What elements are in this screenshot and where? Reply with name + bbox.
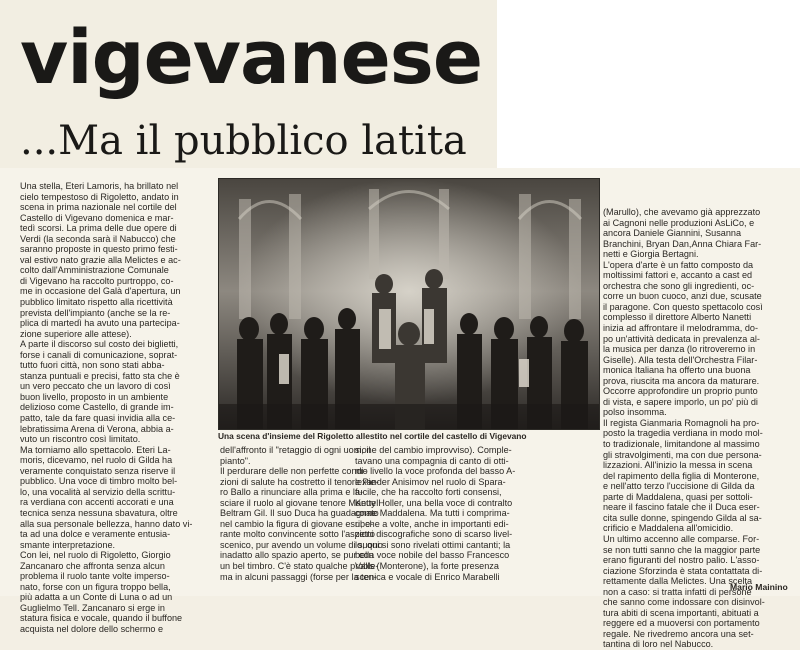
article-column-4: (Marullo), che avevamo già apprezzato ai Cagnoni nelle produzioni AsLiCo, e ancora Daniele Giannini, Susanna Branchini, Bryan Dan,Anna Chiara Far- netti e Giorgia Bertagni. L'opera d'arte è un fatto composto da moltissimi fattori e, accanto a cast ed orchestra che sono gli ingredienti, oc- corre un buon cuoco, anzi due, scusate il paragone. Con questo spettacolo così complesso il direttore Alberto Nanetti inizia ad affrontare il melodramma, do- po un'attività dedicata in prevalenza al- la musica per danza (lo ritroveremo in Giselle). Alla testa dell'Orchestra Filar- monica Italiana ha offerto una buona prova, riuscita ma ancora da maturare. Occorre approfondire un proprio punto di vista, e sapere imporlo, un po' più di polso insomma. Il regista Gianmaria Romagnoli ha pro- posto la tragedia verdiana in modo mol- to tradizionale, limitandone al massimo gli stravolgimenti, ma con due persona- lizzazioni. All'inizio la messa in scena del rapimento della figlia di Monterone, e nell'atto terzo l'uccisione di Gilda da parte di Maddalena, quasi per sottoli- neare il fascino fatale che il Duca eser- cita sulle donne, spingendo Gilda al sa- crificio e Maddalena all'omicidio. Un ultimo accenno alle comparse. For- se non tutti sanno che la maggior parte erano figuranti del nostro palio. L'asso- ciazione Sforzinda è stata contattata di- rettamente dalla Melictes. Una scelta non a caso: si tratta infatti di persone che sanno come indossare con disinvol- tura abiti di scena importanti, abituati a reggere ed a muoversi con portamento regale. Ne rivedremo ancora una set- tantina di loro nel Nabucco. [603,207,765,650]
article-column-2: dell'affronto il "retaggio di ogni pianto". Il perdurare delle non perfette zioni di salute ha costretto il ro Ballo a rinunciare alla prima sciare il ruolo al giovane tenore Beltram Gil. Il suo Duca ha nel cambio la figura di giovane rante molto convincente sotto scenico, pur avendo un volume inadatto allo spazio aperto, se un bel timbro. C'è stato qualche ma in alcuni passaggi (forse [220,445,348,582]
article-column-1: Una stella, Eteri Lamoris, ha brillato nel cielo tempestoso di Rigoletto, andato in scena in prima nazionale nel cortile del Castello di Vigevano domenica e mar- tedì scorsi. La prima delle due opere di Verdi (la seconda sarà il Nabucco) che saranno proposte in questo primo festi- val estivo nato grazie alla Melictes e ac- colto dall'Amministrazione Comunale di Vigevano ha raccolto purtroppo, co- me in occasione del Galà d'apertura, un pubblico limitato rispetto alla ricettività prevista dell'impianto (anche se la re- plica di martedì ha avuto una partecipa- zione superiore alle attese). A parte il discorso sul costo dei biglietti, forse i canali di comunicazione, soprat- tutto fuori città, non sono stati abba- stanza puntuali e precisi, fatto sta che è un vero peccato che un lavoro di così buon livello, proposto in un ambiente delizioso come Castello, di grande im- patto, tale da fare quasi invidia alla ce- lebratissima Arena di Verona, abbia a- vuto un riscontro così limitato. Ma torniamo allo spettacolo. Eteri La- moris, dicevamo, nel ruolo di Gilda ha veramente conquistato senza riserve il pubblico. Una voce di timbro molto bel- lo, una vocalità al servizio della scrittu- ra verdiana con accenti accorati e una tecnica senza nessuna sbavatura, oltre alla sua personale bellezza, hanno dato vi- ta ad una dolce e veramente entusia- smante interpretazione. Con lei, nel ruolo di Rigoletto, Giorgio Zancanaro che affronta senza alcun problema il ruolo tante volte imperso- nato, forse con un figura troppo bella, più adatta a un Conte di Luna o ad un Guglielmo Tell. Zancanaro si erge in statura fisica e vocale, quando il buffone acquista nel dolore dello schermo e [20,181,193,634]
blank-margin [497,0,800,168]
author-signature: Mario Mainino [730,582,788,592]
opera-scene-photo [218,178,600,430]
photo-image [219,179,599,429]
headline: vigevanese [20,15,483,101]
photo-caption: Una scena d'insieme del Rigoletto allestito nel cortile del castello di Vigevano [218,431,527,441]
article-column-3: sione del cambio improvviso). Comple- tavano una compagnia di canto di mo livello la voce profonda del basso lexander Anisimov nel ruolo di Spara- fucile, che ha raccolto forti consensi, Ketty Holler, una bella voce di contralto come Maddalena. Ma tutti i comprima- ri, che a volte, anche in importanti zioni discografiche sono di scarso lo, qui si sono rivelati ottimi cantanti; bella voce nobile del basso Francesco Valls (Monterone), la forte presenza scenica e vocale di Enrico Marabelli [355,445,513,582]
subheadline: ...Ma il pubblico latita [20,118,467,164]
